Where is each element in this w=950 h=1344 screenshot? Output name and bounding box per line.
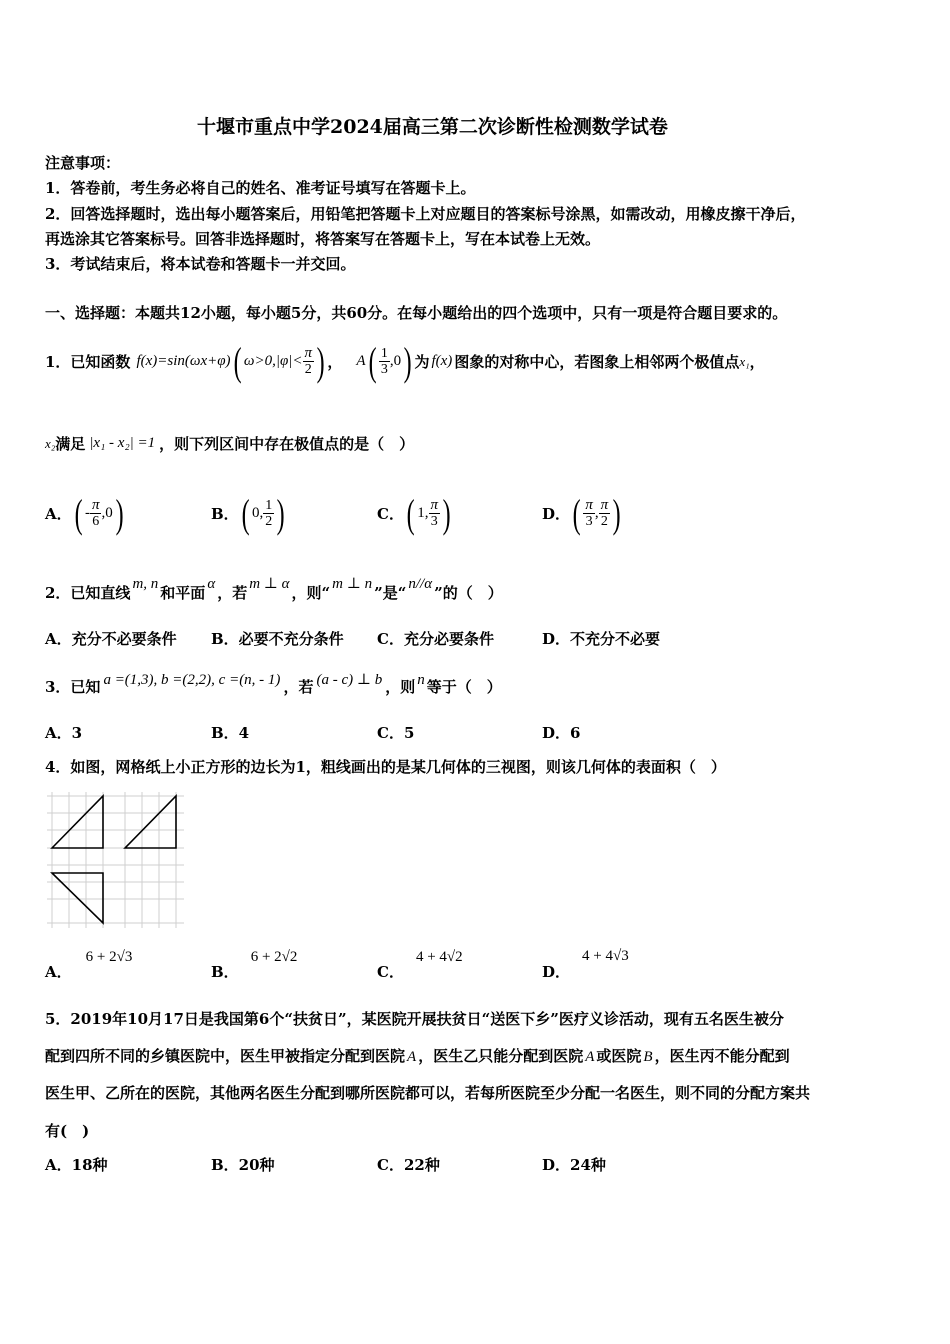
q1-function: f(x)=sin(ωx+φ) [136, 353, 231, 369]
q2-text-6: ”的（ ） [434, 584, 503, 602]
option-fraction [90, 498, 102, 529]
q3-option-b: B．4 [211, 724, 250, 742]
q1-text-6: ，则下列区间中存在极值点的是（ ） [159, 435, 415, 453]
q2-cond-3: n//α [408, 576, 433, 592]
notice-item-2a: 2．回答选择题时，选出每小题答案后，用铅笔把答题卡上对应题目的答案标号涂黑，如需改动，用橡皮擦干净后， [45, 205, 806, 223]
q2-text-4: ，则“ [291, 584, 331, 602]
frac-den: 2 [600, 514, 608, 529]
frac-num: π [91, 497, 100, 513]
q5-hospital-a: A [585, 1049, 595, 1065]
option-fraction [263, 498, 274, 529]
frac-num: 1 [265, 498, 273, 513]
notice-item-2b: 再选涂其它答案标号。回答非选择题时，将答案写在答题卡上，写在本试卷上无效。 [45, 230, 601, 248]
option-fraction-2 [599, 498, 611, 529]
q1-text-2: 为 [414, 353, 430, 371]
question-1-line-2 [45, 433, 414, 454]
view-outlines [52, 796, 176, 923]
q1-option-d [542, 490, 623, 537]
q2-option-a: A．充分不必要条件 [45, 630, 177, 648]
paren-right: ) [442, 491, 451, 536]
option-value: 6 + 2√3 [85, 949, 133, 965]
paren-left: ( [233, 339, 242, 384]
option-label: A． [45, 963, 72, 981]
q3-condition: (a - c) ⊥ b [316, 672, 383, 688]
q2-option-b: B．必要不充分条件 [211, 630, 344, 648]
option-value: 4 + 4√2 [415, 949, 463, 965]
option-pre: 0, [252, 505, 264, 521]
frac-den: 2 [265, 514, 273, 529]
q2-cond-2: m ⊥ n [332, 576, 373, 592]
question-3 [45, 672, 502, 697]
q1-abs-condition: |x₁ - x₂| =1 [89, 435, 156, 451]
side-view [125, 796, 176, 848]
option-label: C． [377, 505, 404, 523]
q4-option-c [377, 949, 463, 982]
q2-text: 2．已知直线 [45, 584, 131, 602]
frac-den: 2 [304, 362, 312, 377]
frac-den: 3 [585, 514, 593, 529]
option-label: A． [45, 505, 72, 523]
option-minus: - [84, 505, 90, 521]
q2-text-5: ”是“ [374, 584, 407, 602]
question-5-line-3: 医生甲、乙所在的医院，其他两名医生分配到哪所医院都可以，若每所医院至少分配一名医生，则不同的分配方案共 [45, 1084, 811, 1102]
question-1-line-1 [45, 338, 765, 385]
q1-option-a [45, 490, 126, 537]
q1-text-5: 满足 [55, 435, 86, 453]
notice-item-3: 3．考试结束后，将本试卷和答题卡一并交回。 [45, 255, 356, 273]
paren-left: ( [368, 339, 377, 384]
q5-text: 配到四所不同的乡镇医院中，医生甲被指定分配到医院 [45, 1047, 406, 1065]
paren-right: ) [115, 491, 124, 536]
q1-option-c [377, 490, 453, 537]
paren-left: ( [241, 491, 250, 536]
option-label: B． [211, 963, 239, 981]
q2-option-d: D．不充分不必要 [542, 630, 661, 648]
frac-num: π [585, 497, 593, 513]
q5-hospital-b: B [643, 1049, 653, 1065]
frac-den: 3 [430, 514, 438, 529]
q3-text-4: 等于（ ） [426, 678, 502, 696]
page-title: 十堰市重点中学2024届高三第二次诊断性检测数学试卷 [197, 116, 668, 138]
frac-num: 1 [380, 346, 388, 361]
q3-option-a: A．3 [45, 724, 83, 742]
q1-comma: ， [327, 353, 343, 371]
frac-num: π [304, 345, 313, 361]
notice-item-1: 1．答卷前，考生务必将自己的姓名、准考证号填写在答题卡上。 [45, 179, 476, 197]
q4-option-a [45, 949, 133, 982]
section-heading: 一、选择题：本题共12小题，每小题5分，共60分。在每小题给出的四个选项中，只有一项是符合题目要求的。 [45, 304, 788, 322]
option-rest: ,0 [101, 505, 113, 521]
frac-num: π [430, 497, 439, 513]
q2-text-2: 和平面 [160, 584, 206, 602]
q3-text-3: ，则 [385, 678, 416, 696]
frac-num: π [600, 497, 609, 513]
option-label: C． [377, 963, 404, 981]
q2-plane: α [207, 576, 216, 592]
question-2 [45, 576, 503, 603]
q3-option-d: D．6 [542, 724, 581, 742]
question-5-line-1: 5．2019年10月17日是我国第6个“扶贫日”，某医院开展扶贫日“送医下乡”医疗义诊活动，现有五名医生被分 [45, 1010, 784, 1028]
q1-cond-fraction [303, 346, 315, 377]
three-view-diagram [44, 792, 186, 928]
q1-text: 1．已知函数 [45, 353, 131, 371]
q3-option-c: C．5 [377, 724, 415, 742]
option-label: B． [211, 505, 239, 523]
q1-fx: f(x) [431, 353, 453, 369]
q5-text-4: ，医生丙不能分配到 [654, 1047, 790, 1065]
q3-vectors: a =(1,3), b =(2,2), c =(n, - 1) [103, 672, 281, 688]
q5-text-3: 或医院 [596, 1047, 642, 1065]
q1-text-4: ， [749, 353, 765, 371]
option-value: 6 + 2√2 [250, 949, 298, 965]
q1-point-rest: ,0 [389, 353, 402, 369]
paren-left: ( [74, 491, 83, 536]
frac-den: 6 [92, 514, 100, 529]
q5-text-2: ，医生乙只能分配到医院 [418, 1047, 584, 1065]
q3-text: 3．已知 [45, 678, 101, 696]
q5-option-a: A．18种 [45, 1156, 108, 1174]
q2-option-c: C．充分必要条件 [377, 630, 494, 648]
front-view [52, 796, 103, 848]
q3-n: n [417, 672, 425, 688]
q5-option-d: D．24种 [542, 1156, 606, 1174]
q1-option-b [211, 490, 288, 537]
q1-condition: ω>0,|φ|< [243, 353, 303, 369]
q4-option-d [542, 948, 629, 982]
q1-x2: x₂ [45, 435, 56, 451]
q2-cond-1: m ⊥ α [249, 576, 290, 592]
q1-point-label: A [356, 353, 366, 369]
question-4: 4．如图，网格纸上小正方形的边长为1，粗线画出的是某几何体的三视图，则该几何体的表面积（ ） [45, 758, 726, 776]
option-fraction [429, 498, 441, 529]
option-label: D． [542, 963, 571, 981]
paren-right: ) [612, 491, 621, 536]
frac-den: 3 [380, 362, 388, 377]
q2-lines: m, n [132, 576, 159, 592]
paren-left: ( [406, 491, 415, 536]
option-fraction-1 [583, 498, 595, 529]
paren-right: ) [316, 339, 325, 384]
q3-text-2: ，若 [283, 678, 314, 696]
question-5-line-2 [45, 1045, 790, 1066]
q1-x1: x₁ [739, 353, 750, 369]
q4-option-b [211, 949, 298, 982]
option-sep: , [594, 505, 599, 521]
option-label: D． [542, 505, 571, 523]
grid-lines [47, 792, 184, 928]
option-pre: 1, [417, 505, 429, 521]
q1-point-fraction [379, 346, 390, 377]
q5-hospital-a: A [407, 1049, 417, 1065]
paren-right: ) [403, 339, 412, 384]
notice-heading: 注意事项： [45, 154, 121, 172]
paren-left: ( [572, 491, 581, 536]
q2-text-3: ，若 [217, 584, 248, 602]
question-5-line-4: 有( ) [45, 1122, 90, 1140]
option-value: 4 + 4√3 [582, 948, 629, 964]
q5-option-b: B．20种 [211, 1156, 275, 1174]
q5-option-c: C．22种 [377, 1156, 440, 1174]
paren-right: ) [276, 491, 285, 536]
top-view [52, 873, 103, 923]
q1-text-3: 图象的对称中心，若图象上相邻两个极值点 [454, 353, 740, 371]
